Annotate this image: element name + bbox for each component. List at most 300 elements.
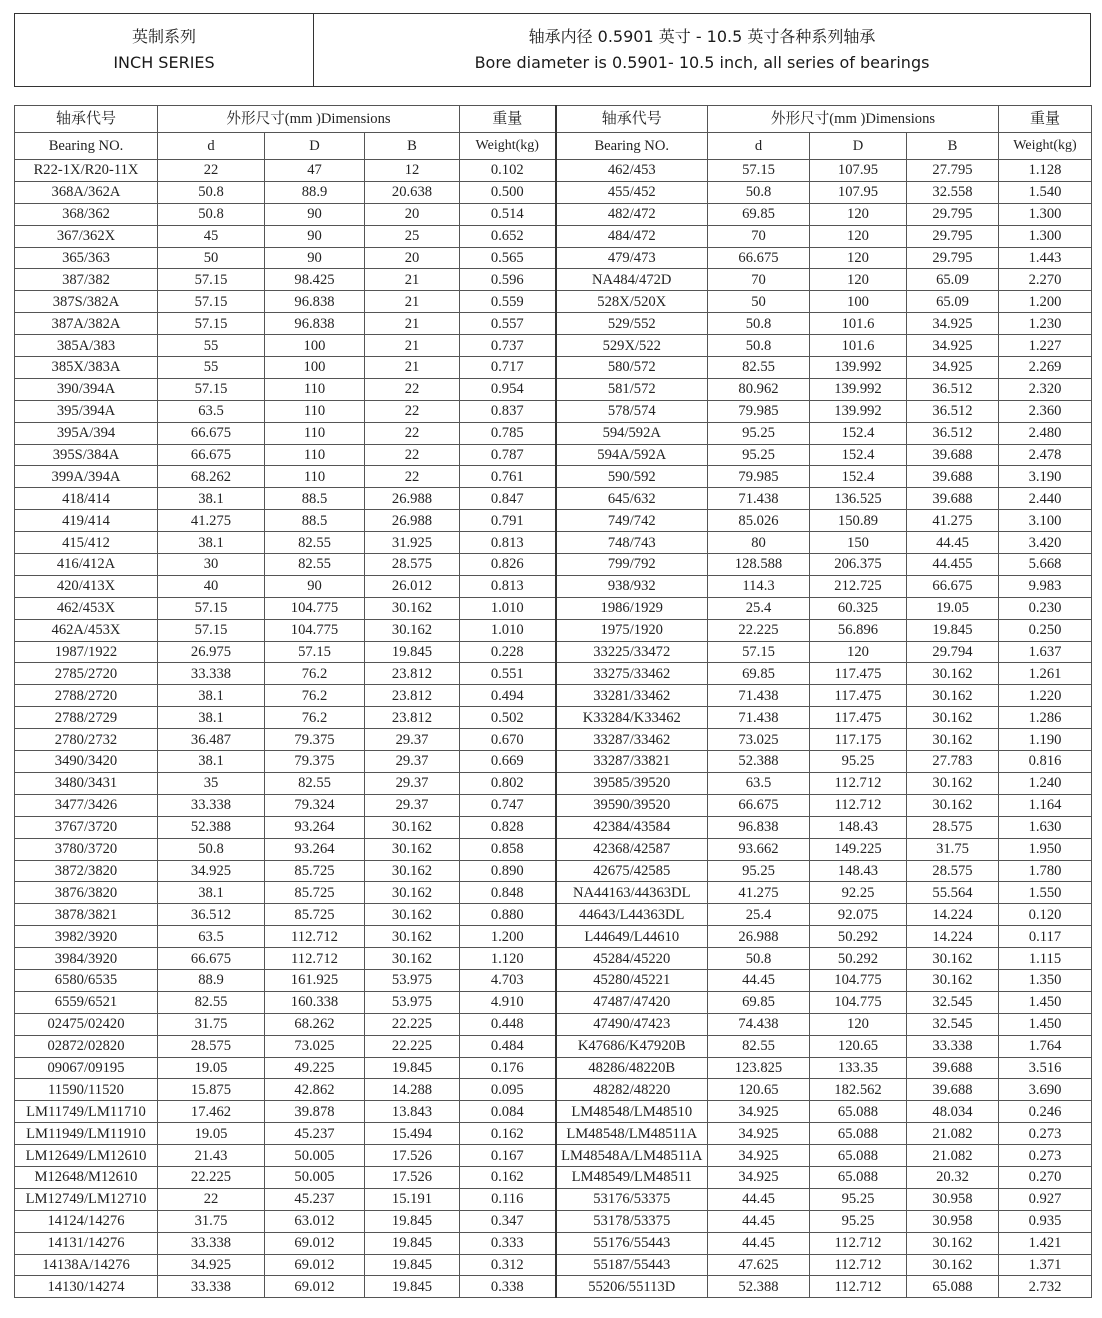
weight-cell: 0.116 bbox=[460, 1188, 556, 1210]
bearing-no-cell: 462A/453X bbox=[15, 619, 158, 641]
weight-cell: 0.448 bbox=[460, 1013, 556, 1035]
bore-d-cell: 50 bbox=[158, 247, 265, 269]
weight-cell: 0.670 bbox=[460, 729, 556, 751]
weight-cell: 2.269 bbox=[999, 357, 1092, 379]
width-b-cell: 29.37 bbox=[365, 794, 460, 816]
bearing-no-cell: 3477/3426 bbox=[15, 794, 158, 816]
bearing-no-cell: 594/592A bbox=[556, 422, 708, 444]
bore-d-cell: 57.15 bbox=[708, 641, 810, 663]
width-b-cell: 30.162 bbox=[907, 1254, 999, 1276]
bearing-no-cell: 420/413X bbox=[15, 575, 158, 597]
outer-d-cell: 100 bbox=[265, 335, 365, 357]
weight-cell: 4.910 bbox=[460, 991, 556, 1013]
bore-d-cell: 26.975 bbox=[158, 641, 265, 663]
bearing-no-cell: 14124/14276 bbox=[15, 1210, 158, 1232]
bearing-no-cell: 419/414 bbox=[15, 510, 158, 532]
bearing-no-cell: K33284/K33462 bbox=[556, 707, 708, 729]
weight-cell: 1.227 bbox=[999, 335, 1092, 357]
weight-cell: 1.240 bbox=[999, 772, 1092, 794]
table-row bbox=[15, 1188, 1092, 1210]
bearing-no-cell: 415/412 bbox=[15, 532, 158, 554]
table-row bbox=[15, 225, 1092, 247]
bore-d-cell: 34.925 bbox=[158, 860, 265, 882]
outer-d-cell: 88.9 bbox=[265, 181, 365, 203]
outer-d-cell: 56.896 bbox=[810, 619, 907, 641]
weight-cell: 1.443 bbox=[999, 247, 1092, 269]
weight-cell: 2.478 bbox=[999, 444, 1092, 466]
outer-d-cell: 50.292 bbox=[810, 948, 907, 970]
bearing-no-cell: K47686/K47920B bbox=[556, 1035, 708, 1057]
width-b-cell: 32.545 bbox=[907, 1013, 999, 1035]
bearing-no-cell: 2788/2729 bbox=[15, 707, 158, 729]
width-b-cell: 14.288 bbox=[365, 1079, 460, 1101]
width-b-cell: 30.162 bbox=[907, 772, 999, 794]
width-b-cell: 32.545 bbox=[907, 991, 999, 1013]
weight-cell: 1.200 bbox=[999, 291, 1092, 313]
weight-cell: 1.764 bbox=[999, 1035, 1092, 1057]
bearing-no-cell: 479/473 bbox=[556, 247, 708, 269]
weight-header-en: Weight(kg) bbox=[999, 133, 1092, 160]
bearing-no-cell: 55206/55113D bbox=[556, 1276, 708, 1298]
width-b-cell: 21 bbox=[365, 269, 460, 291]
bore-d-cell: 123.825 bbox=[708, 1057, 810, 1079]
width-b-cell: 30.162 bbox=[365, 904, 460, 926]
outer-d-cell: 50.005 bbox=[265, 1166, 365, 1188]
outer-d-cell: 85.725 bbox=[265, 904, 365, 926]
bore-d-cell: 31.75 bbox=[158, 1013, 265, 1035]
weight-cell: 4.703 bbox=[460, 969, 556, 991]
weight-cell: 0.347 bbox=[460, 1210, 556, 1232]
bearing-no-cell: 395S/384A bbox=[15, 444, 158, 466]
width-b-cell: 39.688 bbox=[907, 1079, 999, 1101]
outer-d-cell: 42.862 bbox=[265, 1079, 365, 1101]
weight-cell: 0.816 bbox=[999, 751, 1092, 773]
bearing-no-cell: 45280/45221 bbox=[556, 969, 708, 991]
bore-d-cell: 47.625 bbox=[708, 1254, 810, 1276]
bearing-no-header-en: Bearing NO. bbox=[15, 133, 158, 160]
bearing-no-cell: 11590/11520 bbox=[15, 1079, 158, 1101]
outer-d-cell: 139.992 bbox=[810, 378, 907, 400]
bearing-no-cell: NA484/472D bbox=[556, 269, 708, 291]
table-row bbox=[15, 619, 1092, 641]
outer-d-cell: 206.375 bbox=[810, 554, 907, 576]
weight-cell: 1.630 bbox=[999, 816, 1092, 838]
table-row bbox=[15, 378, 1092, 400]
weight-cell: 3.190 bbox=[999, 466, 1092, 488]
outer-d-cell: 133.35 bbox=[810, 1057, 907, 1079]
weight-cell: 2.480 bbox=[999, 422, 1092, 444]
weight-cell: 0.785 bbox=[460, 422, 556, 444]
outer-d-cell: 112.712 bbox=[265, 926, 365, 948]
outer-d-cell: 82.55 bbox=[265, 532, 365, 554]
bearing-no-cell: 14130/14274 bbox=[15, 1276, 158, 1298]
weight-cell: 0.270 bbox=[999, 1166, 1092, 1188]
table-header-row-2 bbox=[15, 133, 1092, 160]
weight-cell: 9.983 bbox=[999, 575, 1092, 597]
width-b-cell: 30.162 bbox=[365, 838, 460, 860]
weight-cell: 0.828 bbox=[460, 816, 556, 838]
table-row bbox=[15, 1035, 1092, 1057]
bearing-no-header-en: Bearing NO. bbox=[556, 133, 708, 160]
width-b-cell: 30.162 bbox=[907, 729, 999, 751]
weight-cell: 2.270 bbox=[999, 269, 1092, 291]
bore-d-cell: 19.05 bbox=[158, 1123, 265, 1145]
bore-d-cell: 93.662 bbox=[708, 838, 810, 860]
bore-d-cell: 74.438 bbox=[708, 1013, 810, 1035]
weight-cell: 1.421 bbox=[999, 1232, 1092, 1254]
width-b-cell: 26.012 bbox=[365, 575, 460, 597]
weight-cell: 1.230 bbox=[999, 313, 1092, 335]
outer-d-cell: 104.775 bbox=[810, 991, 907, 1013]
table-row bbox=[15, 1013, 1092, 1035]
table-row bbox=[15, 729, 1092, 751]
weight-cell: 0.927 bbox=[999, 1188, 1092, 1210]
width-b-cell: 30.162 bbox=[907, 948, 999, 970]
table-row bbox=[15, 444, 1092, 466]
bore-d-cell: 69.85 bbox=[708, 991, 810, 1013]
table-row bbox=[15, 466, 1092, 488]
outer-d-cell: 88.5 bbox=[265, 488, 365, 510]
outer-d-cell: 152.4 bbox=[810, 466, 907, 488]
width-b-cell: 22 bbox=[365, 466, 460, 488]
outer-d-cell: 117.475 bbox=[810, 707, 907, 729]
bearing-no-cell: 1975/1920 bbox=[556, 619, 708, 641]
outer-d-cell: 95.25 bbox=[810, 751, 907, 773]
width-b-cell: 19.845 bbox=[365, 1254, 460, 1276]
outer-d-cell: 120.65 bbox=[810, 1035, 907, 1057]
bearing-no-cell: 2780/2732 bbox=[15, 729, 158, 751]
width-b-cell: 32.558 bbox=[907, 181, 999, 203]
bearing-no-cell: M12648/M12610 bbox=[15, 1166, 158, 1188]
weight-cell: 2.732 bbox=[999, 1276, 1092, 1298]
outer-d-cell: 100 bbox=[810, 291, 907, 313]
table-row bbox=[15, 663, 1092, 685]
outer-d-cell: 73.025 bbox=[265, 1035, 365, 1057]
width-b-cell: 30.162 bbox=[907, 1232, 999, 1254]
width-b-cell: 28.575 bbox=[365, 554, 460, 576]
outer-d-cell: 117.475 bbox=[810, 663, 907, 685]
weight-cell: 1.450 bbox=[999, 1013, 1092, 1035]
width-b-cell: 29.795 bbox=[907, 225, 999, 247]
width-b-cell: 20 bbox=[365, 247, 460, 269]
outer-d-cell: 88.5 bbox=[265, 510, 365, 532]
bearing-no-cell: 482/472 bbox=[556, 203, 708, 225]
outer-d-cell: 152.4 bbox=[810, 444, 907, 466]
weight-cell: 0.167 bbox=[460, 1145, 556, 1167]
bearing-no-cell: 387/382 bbox=[15, 269, 158, 291]
bearing-no-cell: 2785/2720 bbox=[15, 663, 158, 685]
outer-d-cell: 65.088 bbox=[810, 1123, 907, 1145]
bearing-no-cell: 2788/2720 bbox=[15, 685, 158, 707]
bearing-no-cell: 645/632 bbox=[556, 488, 708, 510]
outer-d-cell: 100 bbox=[265, 357, 365, 379]
weight-cell: 0.791 bbox=[460, 510, 556, 532]
width-b-cell: 22 bbox=[365, 378, 460, 400]
outer-d-cell: 82.55 bbox=[265, 554, 365, 576]
width-b-cell: 30.162 bbox=[365, 597, 460, 619]
outer-d-cell: 120 bbox=[810, 225, 907, 247]
bore-d-cell: 71.438 bbox=[708, 707, 810, 729]
width-b-cell: 19.845 bbox=[365, 1276, 460, 1298]
outer-d-cell: 93.264 bbox=[265, 838, 365, 860]
dimensions-header: 外形尺寸(mm )Dimensions bbox=[708, 106, 999, 133]
table-row bbox=[15, 1232, 1092, 1254]
outer-d-cell: 85.725 bbox=[265, 882, 365, 904]
table-row bbox=[15, 488, 1092, 510]
weight-cell: 1.115 bbox=[999, 948, 1092, 970]
bearing-no-cell: 42384/43584 bbox=[556, 816, 708, 838]
outer-d-cell: 79.375 bbox=[265, 729, 365, 751]
bore-d-cell: 57.15 bbox=[158, 313, 265, 335]
outer-d-cell: 139.992 bbox=[810, 357, 907, 379]
table-row bbox=[15, 860, 1092, 882]
weight-cell: 3.516 bbox=[999, 1057, 1092, 1079]
weight-cell: 0.890 bbox=[460, 860, 556, 882]
bearing-no-cell: 3982/3920 bbox=[15, 926, 158, 948]
bearing-no-cell: 395/394A bbox=[15, 400, 158, 422]
outer-d-cell: 148.43 bbox=[810, 816, 907, 838]
weight-cell: 0.176 bbox=[460, 1057, 556, 1079]
bore-d-cell: 41.275 bbox=[708, 882, 810, 904]
bearing-no-cell: 6559/6521 bbox=[15, 991, 158, 1013]
outer-d-cell: 69.012 bbox=[265, 1232, 365, 1254]
bearing-no-cell: 799/792 bbox=[556, 554, 708, 576]
bearing-no-cell: 47490/47423 bbox=[556, 1013, 708, 1035]
outer-d-cell: 120 bbox=[810, 203, 907, 225]
outer-d-cell: 39.878 bbox=[265, 1101, 365, 1123]
outer-d-cell: 117.175 bbox=[810, 729, 907, 751]
bearing-no-cell: 55176/55443 bbox=[556, 1232, 708, 1254]
outer-d-cell: 60.325 bbox=[810, 597, 907, 619]
weight-cell: 0.338 bbox=[460, 1276, 556, 1298]
table-row bbox=[15, 816, 1092, 838]
bore-d-cell: 57.15 bbox=[158, 378, 265, 400]
bearing-no-cell: 45284/45220 bbox=[556, 948, 708, 970]
width-b-cell: 30.162 bbox=[907, 707, 999, 729]
width-b-cell: 28.575 bbox=[907, 860, 999, 882]
bore-d-cell: 71.438 bbox=[708, 685, 810, 707]
outer-d-cell: 92.075 bbox=[810, 904, 907, 926]
width-b-cell: 29.795 bbox=[907, 247, 999, 269]
bearing-no-cell: L44649/L44610 bbox=[556, 926, 708, 948]
bearing-no-cell: 44643/L44363DL bbox=[556, 904, 708, 926]
bore-d-cell: 66.675 bbox=[158, 422, 265, 444]
bearing-no-cell: 938/932 bbox=[556, 575, 708, 597]
bearing-no-cell: 3872/3820 bbox=[15, 860, 158, 882]
table-row bbox=[15, 1254, 1092, 1276]
width-b-cell: 22.225 bbox=[365, 1035, 460, 1057]
outer-d-cell: 117.475 bbox=[810, 685, 907, 707]
outer-d-cell: 90 bbox=[265, 575, 365, 597]
weight-cell: 1.950 bbox=[999, 838, 1092, 860]
width-b-cell: 31.75 bbox=[907, 838, 999, 860]
table-row bbox=[15, 838, 1092, 860]
width-b-cell: 21 bbox=[365, 291, 460, 313]
width-b-cell: 48.034 bbox=[907, 1101, 999, 1123]
outer-d-cell: 92.25 bbox=[810, 882, 907, 904]
weight-cell: 0.333 bbox=[460, 1232, 556, 1254]
bore-d-cell: 73.025 bbox=[708, 729, 810, 751]
series-description bbox=[314, 14, 1090, 86]
outer-d-cell: 107.95 bbox=[810, 160, 907, 182]
table-row bbox=[15, 772, 1092, 794]
width-b-cell: 29.794 bbox=[907, 641, 999, 663]
width-b-cell: 14.224 bbox=[907, 926, 999, 948]
bore-d-cell: 57.15 bbox=[158, 269, 265, 291]
bearing-no-cell: 580/572 bbox=[556, 357, 708, 379]
weight-cell: 1.010 bbox=[460, 597, 556, 619]
outer-d-cell: 110 bbox=[265, 444, 365, 466]
outer-d-cell: 96.838 bbox=[265, 291, 365, 313]
bore-d-cell: 55 bbox=[158, 335, 265, 357]
outer-d-cell: 50.292 bbox=[810, 926, 907, 948]
weight-cell: 1.550 bbox=[999, 882, 1092, 904]
bearing-no-cell: NA44163/44363DL bbox=[556, 882, 708, 904]
width-b-cell: 34.925 bbox=[907, 313, 999, 335]
width-b-cell: 34.925 bbox=[907, 335, 999, 357]
bearing-no-cell: 42368/42587 bbox=[556, 838, 708, 860]
bore-d-cell: 50.8 bbox=[158, 838, 265, 860]
table-row bbox=[15, 554, 1092, 576]
bore-d-cell: 66.675 bbox=[708, 794, 810, 816]
outer-d-cell: 57.15 bbox=[265, 641, 365, 663]
bearing-no-cell: 47487/47420 bbox=[556, 991, 708, 1013]
outer-d-cell: 212.725 bbox=[810, 575, 907, 597]
weight-cell: 0.954 bbox=[460, 378, 556, 400]
width-b-cell: 41.275 bbox=[907, 510, 999, 532]
bearing-no-cell: 09067/09195 bbox=[15, 1057, 158, 1079]
outer-d-cell: 120 bbox=[810, 641, 907, 663]
weight-cell: 0.484 bbox=[460, 1035, 556, 1057]
outer-d-cell: 47 bbox=[265, 160, 365, 182]
bearing-no-cell: 416/412A bbox=[15, 554, 158, 576]
table-row bbox=[15, 1166, 1092, 1188]
weight-cell: 0.084 bbox=[460, 1101, 556, 1123]
width-b-cell: 65.09 bbox=[907, 269, 999, 291]
bore-d-cell: 57.15 bbox=[158, 597, 265, 619]
b-header: B bbox=[365, 133, 460, 160]
bearing-no-cell: 578/574 bbox=[556, 400, 708, 422]
bore-d-cell: 50.8 bbox=[708, 335, 810, 357]
b-header: B bbox=[907, 133, 999, 160]
width-b-cell: 26.988 bbox=[365, 510, 460, 532]
bore-d-cell: 69.85 bbox=[708, 663, 810, 685]
bearing-no-cell: 385A/383 bbox=[15, 335, 158, 357]
width-b-cell: 19.845 bbox=[365, 1232, 460, 1254]
weight-cell: 1.300 bbox=[999, 225, 1092, 247]
bearing-no-cell: 455/452 bbox=[556, 181, 708, 203]
bore-d-cell: 34.925 bbox=[708, 1123, 810, 1145]
bore-d-cell: 80.962 bbox=[708, 378, 810, 400]
table-row bbox=[15, 641, 1092, 663]
outer-d-cell: 65.088 bbox=[810, 1166, 907, 1188]
outer-d-cell: 112.712 bbox=[810, 1254, 907, 1276]
bearing-no-cell: 02872/02820 bbox=[15, 1035, 158, 1057]
weight-cell: 1.450 bbox=[999, 991, 1092, 1013]
bore-d-cell: 63.5 bbox=[158, 926, 265, 948]
bearing-no-cell: 581/572 bbox=[556, 378, 708, 400]
bearing-no-cell: 368/362 bbox=[15, 203, 158, 225]
width-b-cell: 66.675 bbox=[907, 575, 999, 597]
outer-d-cell: 152.4 bbox=[810, 422, 907, 444]
bore-d-cell: 44.45 bbox=[708, 1210, 810, 1232]
bearing-no-cell: 6580/6535 bbox=[15, 969, 158, 991]
width-b-cell: 21 bbox=[365, 335, 460, 357]
weight-header-cn: 重量 bbox=[999, 106, 1092, 133]
bore-d-cell: 79.985 bbox=[708, 400, 810, 422]
bore-d-cell: 66.675 bbox=[708, 247, 810, 269]
table-row bbox=[15, 335, 1092, 357]
bearing-no-cell: 3876/3820 bbox=[15, 882, 158, 904]
outer-d-cell: 112.712 bbox=[810, 772, 907, 794]
bore-d-cell: 34.925 bbox=[708, 1166, 810, 1188]
table-row bbox=[15, 203, 1092, 225]
bearing-no-header-cn: 轴承代号 bbox=[556, 106, 708, 133]
bore-d-cell: 71.438 bbox=[708, 488, 810, 510]
bore-d-cell: 82.55 bbox=[708, 357, 810, 379]
bearing-no-cell: LM48548/LM48510 bbox=[556, 1101, 708, 1123]
weight-cell: 0.095 bbox=[460, 1079, 556, 1101]
bearing-no-cell: 48286/48220B bbox=[556, 1057, 708, 1079]
width-b-cell: 53.975 bbox=[365, 991, 460, 1013]
width-b-cell: 39.688 bbox=[907, 488, 999, 510]
weight-cell: 2.440 bbox=[999, 488, 1092, 510]
table-body bbox=[15, 160, 1092, 1298]
bearing-no-cell: 33281/33462 bbox=[556, 685, 708, 707]
outer-d-cell: 95.25 bbox=[810, 1188, 907, 1210]
weight-cell: 0.230 bbox=[999, 597, 1092, 619]
bore-d-cell: 25.4 bbox=[708, 597, 810, 619]
weight-cell: 0.847 bbox=[460, 488, 556, 510]
bore-d-cell: 50.8 bbox=[708, 313, 810, 335]
bore-d-cell: 26.988 bbox=[708, 926, 810, 948]
weight-cell: 0.559 bbox=[460, 291, 556, 313]
width-b-cell: 27.783 bbox=[907, 751, 999, 773]
bearing-no-cell: LM11949/LM11910 bbox=[15, 1123, 158, 1145]
width-b-cell: 28.575 bbox=[907, 816, 999, 838]
bore-d-cell: 57.15 bbox=[708, 160, 810, 182]
outer-d-cell: 65.088 bbox=[810, 1145, 907, 1167]
outer-d-cell: 110 bbox=[265, 400, 365, 422]
outer-d-cell: 76.2 bbox=[265, 663, 365, 685]
bore-d-cell: 19.05 bbox=[158, 1057, 265, 1079]
outer-d-cell: 112.712 bbox=[810, 1276, 907, 1298]
bore-d-cell: 34.925 bbox=[708, 1145, 810, 1167]
bearing-no-cell: 3490/3420 bbox=[15, 751, 158, 773]
outer-d-cell: 104.775 bbox=[810, 969, 907, 991]
width-b-cell: 36.512 bbox=[907, 378, 999, 400]
weight-cell: 3.100 bbox=[999, 510, 1092, 532]
table-row bbox=[15, 707, 1092, 729]
table-row bbox=[15, 160, 1092, 182]
weight-cell: 1.300 bbox=[999, 203, 1092, 225]
table-row bbox=[15, 751, 1092, 773]
outer-d-cell: 112.712 bbox=[810, 794, 907, 816]
width-b-cell: 29.37 bbox=[365, 751, 460, 773]
width-b-cell: 36.512 bbox=[907, 422, 999, 444]
width-b-cell: 23.812 bbox=[365, 707, 460, 729]
bearing-no-cell: 365/363 bbox=[15, 247, 158, 269]
weight-cell: 0.273 bbox=[999, 1123, 1092, 1145]
bore-d-cell: 33.338 bbox=[158, 794, 265, 816]
table-row bbox=[15, 685, 1092, 707]
width-b-cell: 26.988 bbox=[365, 488, 460, 510]
width-b-cell: 22 bbox=[365, 444, 460, 466]
width-b-cell: 55.564 bbox=[907, 882, 999, 904]
weight-header-cn: 重量 bbox=[460, 106, 556, 133]
weight-cell: 0.557 bbox=[460, 313, 556, 335]
bore-d-cell: 41.275 bbox=[158, 510, 265, 532]
